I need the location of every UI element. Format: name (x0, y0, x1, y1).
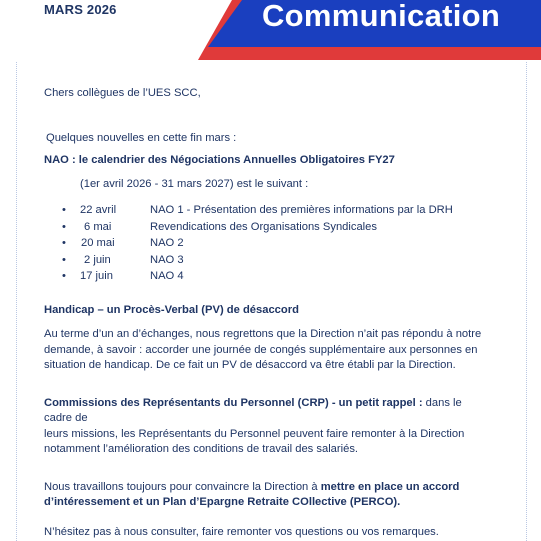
schedule-item (44, 253, 484, 270)
left-margin-rule (16, 62, 17, 541)
nao-period: (1er avril 2026 - 31 mars 2027) est le suivant : (80, 177, 309, 190)
accord-highlight: d’intéressement et un Plan d’Epargne Retraite COllective (PERCO). (44, 496, 401, 508)
accord-paragraph (44, 480, 484, 511)
crp-paragraph (44, 396, 484, 458)
crp-heading: Commissions des Représentants du Personnel (CRP) - un petit rappel : (44, 396, 423, 409)
handicap-heading: Handicap – un Procès-Verbal (PV) de désaccord (44, 303, 299, 316)
handicap-line: demande, à savoir : accorder une journée de congés supplémentaire aux personnes en (44, 343, 478, 356)
accord-highlight: mettre en place un accord (320, 480, 460, 493)
crp-line (44, 396, 484, 427)
schedule-date: 17 juin (80, 270, 113, 282)
schedule-date: 22 avril (80, 204, 117, 216)
bullet-icon: • (62, 204, 66, 216)
handicap-line: Au terme d’un an d’échanges, nous regrettons que la Direction n’ait pas répondu à notre (44, 328, 482, 340)
schedule-event: Revendications des Organisations Syndicales (150, 220, 377, 233)
schedule-item (44, 203, 484, 220)
newsletter-date: MARS 2026 (44, 2, 117, 17)
schedule-date: 6 mai (84, 220, 112, 233)
nao-heading: NAO : le calendrier des Négociations Annuelles Obligatoires FY27 (44, 154, 395, 166)
schedule-date: 2 juin (84, 253, 111, 266)
schedule-event: NAO 3 (150, 253, 184, 266)
schedule-item (44, 269, 484, 286)
schedule-event: NAO 2 (150, 237, 184, 249)
crp-line: leurs missions, les Représentants du Personnel peuvent faire remonter à la Direction (44, 427, 465, 440)
bullet-icon: • (62, 237, 66, 249)
schedule-item (44, 236, 484, 253)
handicap-line: situation de handicap. De ce fait un PV de désaccord va être établi par la Direction. (44, 359, 456, 371)
nao-schedule-list (44, 203, 484, 286)
schedule-event: NAO 1 - Présentation des premières informations par la DRH (150, 204, 453, 216)
letter-body (44, 86, 484, 540)
accord-text: Nous travaillons toujours pour convaincre la Direction à (44, 480, 321, 493)
bullet-icon: • (62, 253, 66, 266)
crp-text: dans le cadre de (44, 396, 462, 424)
greeting: Chers collègues de l’UES SCC, (44, 87, 201, 99)
bullet-icon: • (62, 270, 66, 282)
right-margin-rule (526, 62, 527, 541)
schedule-date: 20 mai (81, 237, 115, 249)
header-banner (0, 0, 541, 60)
crp-line: notamment l’amélioration des conditions de travail des salariés. (44, 443, 359, 455)
handicap-paragraph (44, 327, 484, 374)
accord-line (44, 480, 484, 496)
newsletter-title: Communication (262, 0, 501, 33)
closing-text: N’hésitez pas à nous consulter, faire remonter vos questions ou vos remarques. (44, 525, 439, 538)
schedule-event: NAO 4 (150, 270, 184, 282)
bullet-icon: • (62, 220, 66, 233)
intro-text: Quelques nouvelles en cette fin mars : (46, 131, 237, 144)
schedule-item (44, 220, 484, 237)
